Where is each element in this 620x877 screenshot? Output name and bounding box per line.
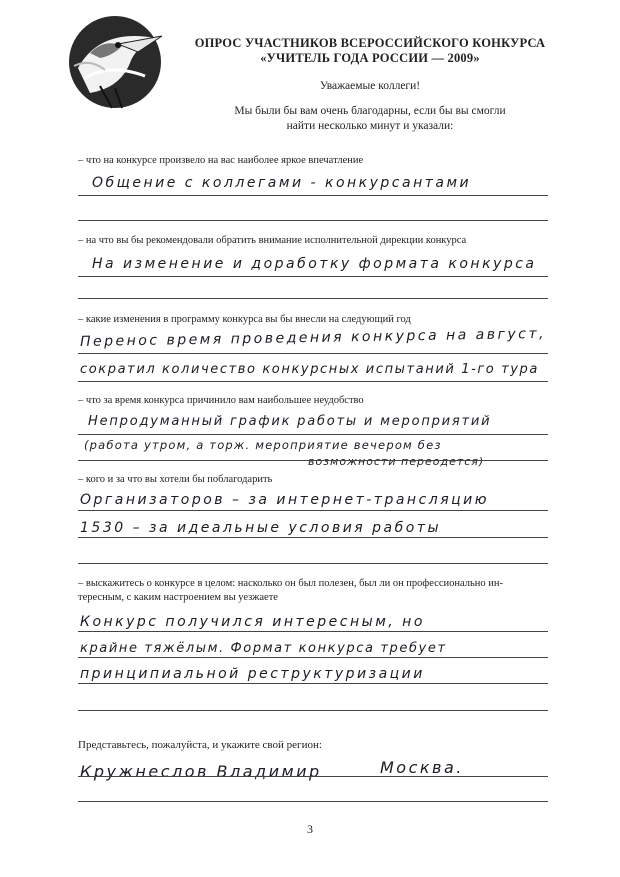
answer-4-line-1: Непродуманный график работы и мероприятий [88,414,492,429]
answer-line [78,460,548,461]
answer-line [78,220,548,221]
question-2-label: – на что вы бы рекомендовали обратить внимание исполнительной дирекции конкурса [78,235,467,246]
answer-line [78,298,548,299]
question-3-label: – какие изменения в программу конкурса вы бы внесли на следующий год [78,314,411,325]
answer-3-line-1: Перенос время проведения конкурса на август, [79,325,547,350]
answer-line [78,657,548,658]
answer-line [78,195,548,196]
answer-line [78,381,548,382]
answer-line [78,563,548,564]
question-4-label: – что за время конкурса причинило вам наибольшее неудобство [78,395,364,406]
question-6-label-line-1: – выскажитесь о конкурсе в целом: насколько он был полезен, был ли он профессионально ин- [78,578,503,589]
title-line-1: ОПРОС УЧАСТНИКОВ ВСЕРОССИЙСКОГО КОНКУРСА [194,36,546,50]
survey-header [190,36,550,134]
pelican-emblem-icon [60,8,170,113]
question-5-label: – кого и за что вы хотели бы поблагодарить [78,474,273,485]
answer-line [78,631,548,632]
answer-6-line-3: принципиальной реструктуризации [80,666,425,682]
answer-6-line-1: Конкурс получился интересным, но [80,614,425,630]
greeting: Уважаемые коллеги! [319,80,421,92]
answer-line [78,353,548,354]
answer-line [78,683,548,684]
answer-5-line-1: Организаторов – за интернет-трансляцию [80,492,490,508]
question-6-label [78,577,548,605]
intro-line-2: найти несколько минут и указали: [286,120,454,132]
answer-4-line-2: (работа утром, а торж. мероприятие вечером без [84,438,442,452]
answer-line [78,710,548,711]
question-6-label-line-2: тересным, с каким настроением вы уезжаете [78,592,278,603]
answer-1-line-1: Общение с коллегами - конкурсантами [92,175,472,191]
intro-line-1: Мы были бы вам очень благодарны, если бы вы смогли [234,105,506,117]
answer-line [78,434,548,435]
title-line-2: «УЧИТЕЛЬ ГОДА РОССИИ — 2009» [260,51,480,65]
answer-6-line-2: крайне тяжёлым. Формат конкурса требует [80,641,447,656]
answer-3-line-2: сократил количество конкурсных испытаний 1-го тура [80,362,539,377]
answer-line [78,276,548,277]
region-answer-region: Москва. [380,758,464,777]
region-answer-name: Кружнеслов Владимир [80,762,322,781]
answer-4-line-3: возможности переодется) [308,455,485,468]
region-label: Представьтесь, пожалуйста, и укажите свой регион: [78,739,322,751]
page-number: 3 [307,822,313,836]
answer-line [78,801,548,802]
answer-line [78,510,548,511]
question-1-label: – что на конкурсе произвело на вас наиболее яркое впечатление [78,155,364,166]
answer-line [78,537,548,538]
answer-5-line-2: 1530 – за идеальные условия работы [80,520,442,536]
answer-line [78,776,548,777]
answer-2-line-1: На изменение и доработку формата конкурса [92,256,537,272]
